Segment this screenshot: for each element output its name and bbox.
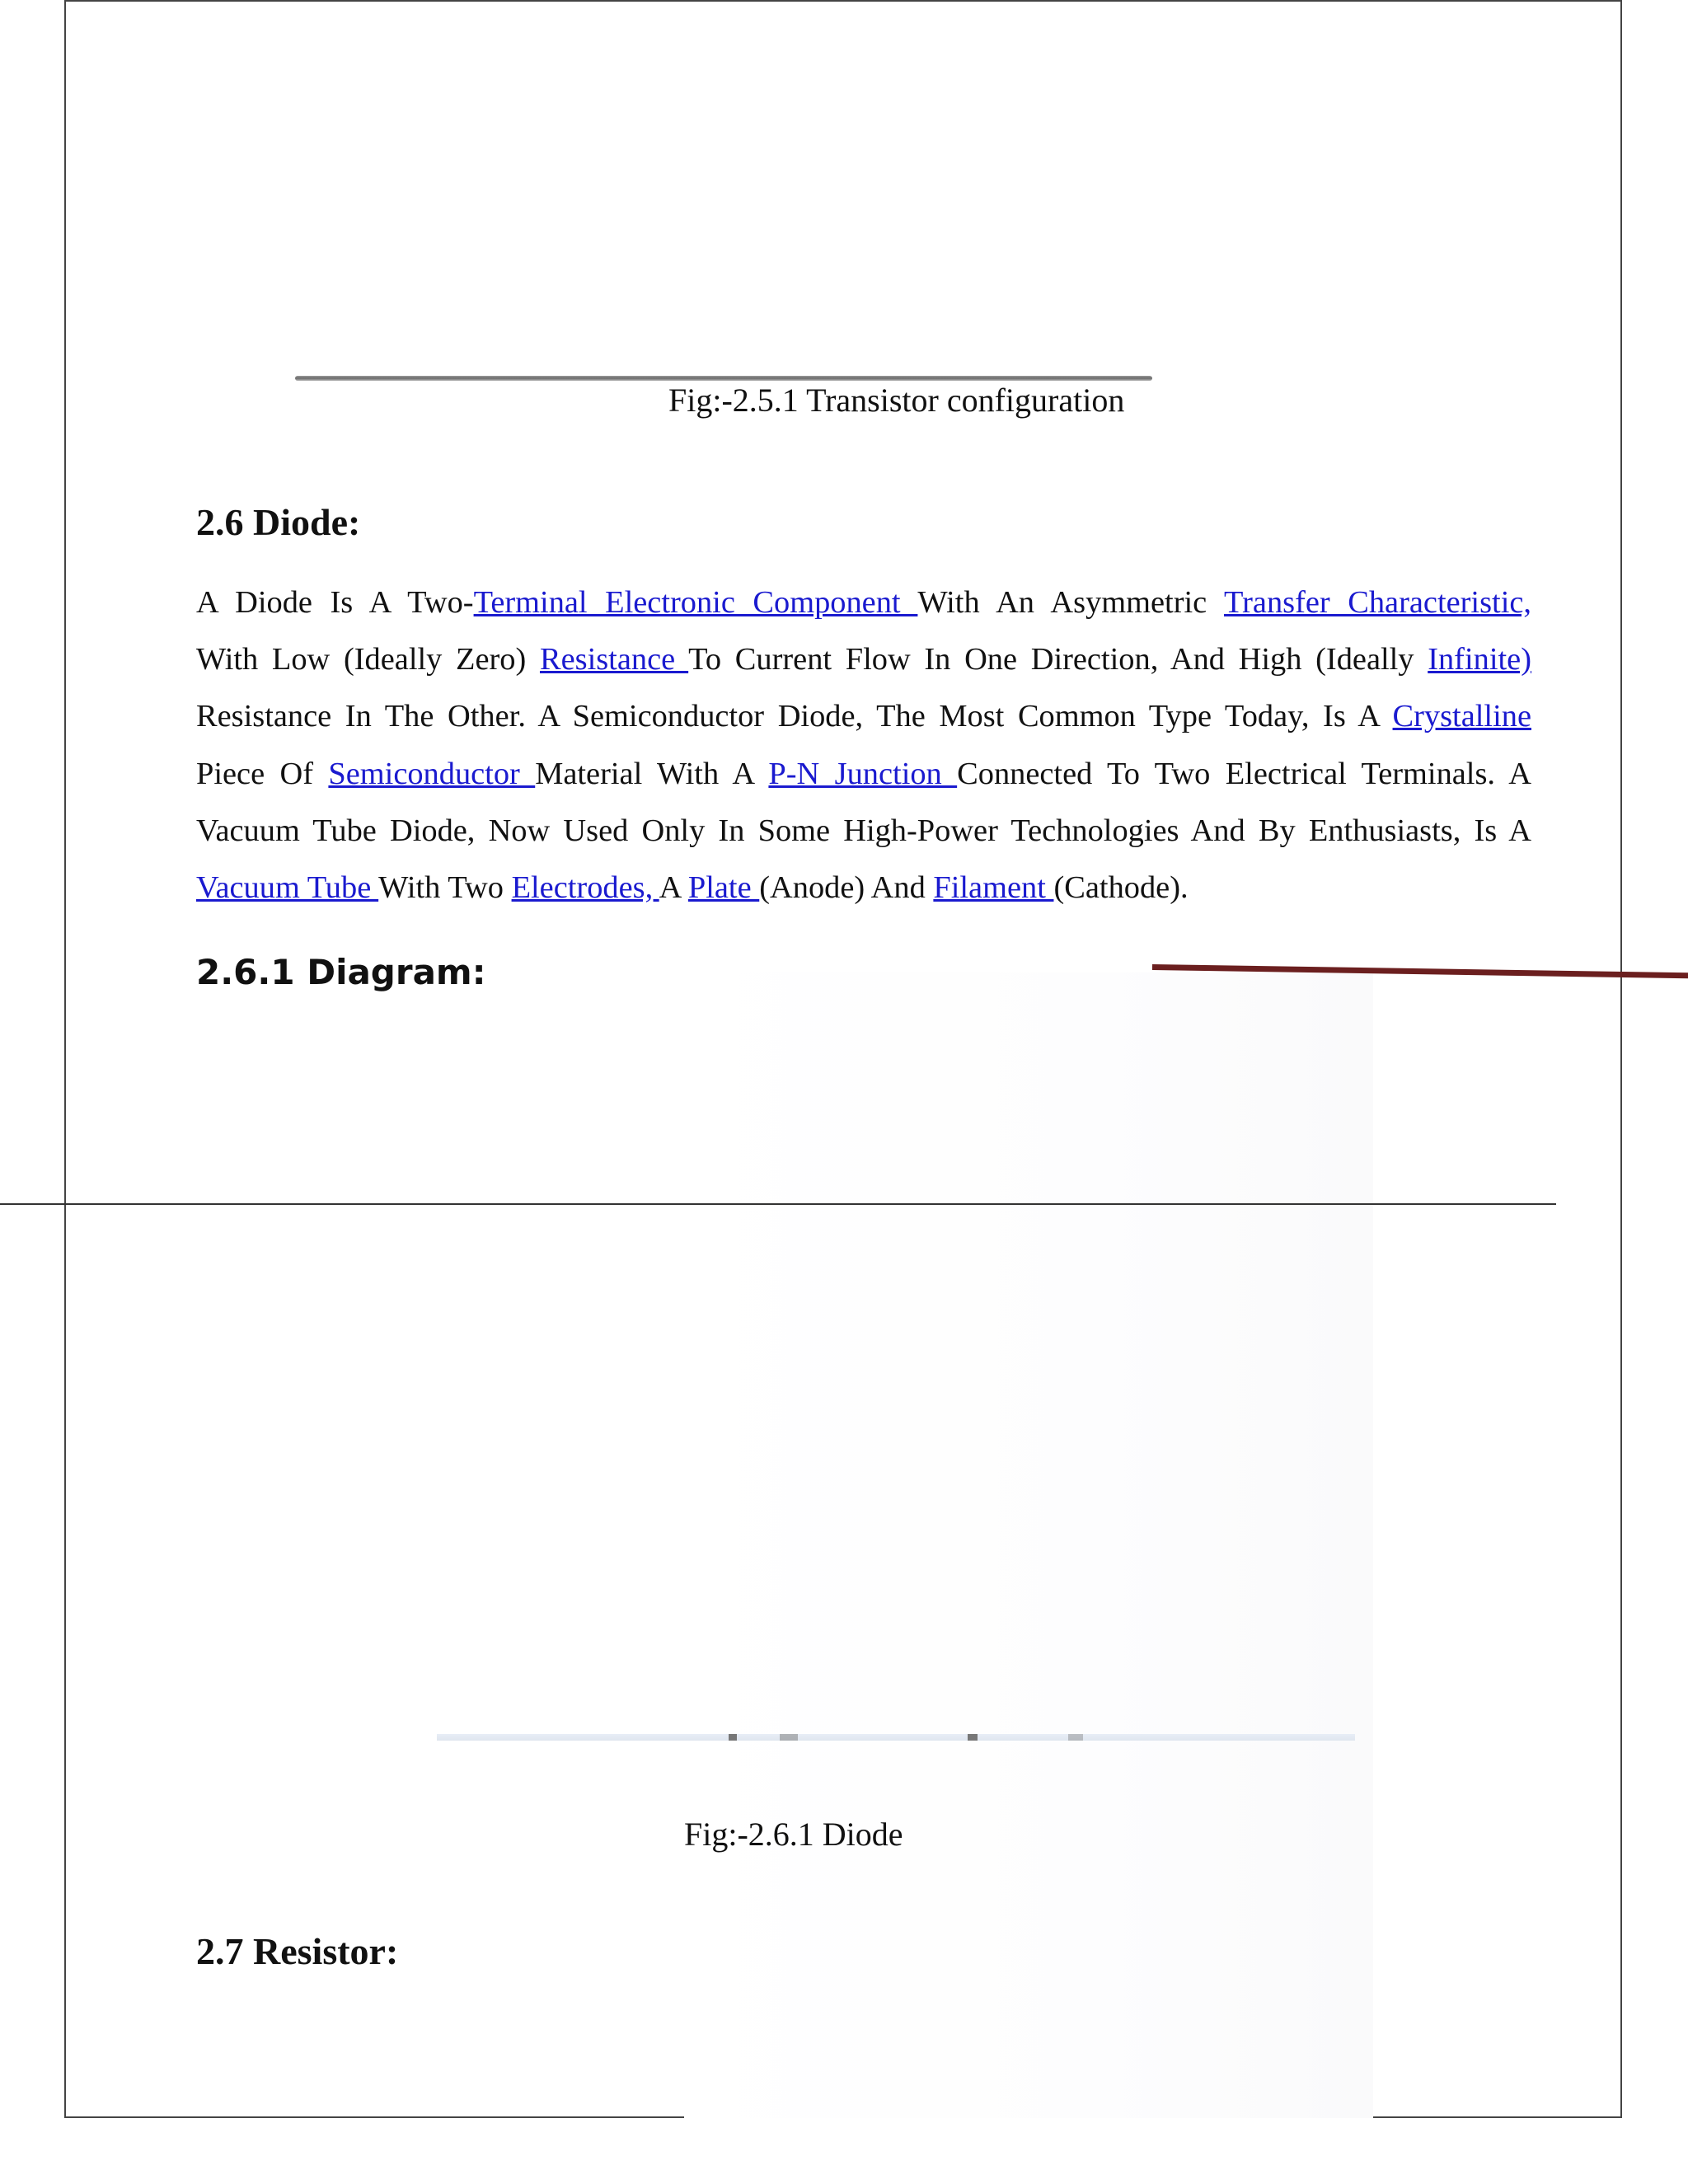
- link-crystalline[interactable]: Crystalline: [1392, 699, 1531, 734]
- text-run: With Low (Ideally Zero): [196, 642, 540, 677]
- section-heading-resistor: 2.7 Resistor:: [196, 1930, 399, 1972]
- text-run: Resistance In The Other. A Semiconductor Diode, The Most Common Type Today, Is A: [196, 699, 1393, 734]
- paragraph-line: [196, 746, 1531, 803]
- diode-figure-mark: [729, 1734, 737, 1741]
- text-run: Vacuum Tube Diode, Now Used Only In Some High-Power Technologies And By Enthusiasts, Is A: [196, 813, 1531, 848]
- paragraph-line: [196, 860, 1531, 916]
- paragraph-line: [196, 631, 1531, 688]
- text-run: Material With A: [535, 756, 769, 791]
- section-heading-diode: 2.6 Diode:: [196, 501, 361, 543]
- text-run: Connected To Two Electrical Terminals. A: [957, 756, 1531, 791]
- link-transfer-characteristic[interactable]: Transfer Characteristic,: [1224, 585, 1532, 620]
- paragraph-line: [196, 803, 1531, 860]
- link-infinite[interactable]: Infinite): [1428, 642, 1531, 677]
- page-divider-line: [0, 1203, 1556, 1205]
- diode-figure-strip: [437, 1734, 1355, 1741]
- paragraph-line: [196, 574, 1531, 631]
- diode-figure-mark: [968, 1734, 978, 1741]
- link-p-n-junction[interactable]: P-N Junction: [768, 756, 958, 791]
- text-run: (Cathode).: [1053, 870, 1189, 906]
- text-run: A: [659, 870, 688, 906]
- link-semiconductor[interactable]: Semiconductor: [328, 756, 536, 791]
- text-run: To Current Flow In One Direction, And High (Ideally: [688, 642, 1428, 677]
- text-run: Piece Of: [196, 756, 329, 791]
- link-terminal-electronic-component[interactable]: Terminal Electronic Component: [473, 585, 918, 620]
- link-electrodes[interactable]: Electrodes,: [511, 870, 659, 906]
- subsection-heading-diagram: 2.6.1 Diagram:: [196, 952, 486, 992]
- figure-caption-diode: Fig:-2.6.1 Diode: [684, 1816, 903, 1853]
- text-run: With Two: [378, 870, 512, 906]
- link-vacuum-tube[interactable]: Vacuum Tube: [196, 870, 379, 906]
- diode-figure-image: [684, 972, 1373, 2118]
- diode-figure-mark: [1068, 1734, 1083, 1741]
- text-run: (Anode) And: [759, 870, 934, 906]
- diode-figure-mark: [780, 1734, 798, 1741]
- text-run: A Diode Is A Two-: [196, 585, 474, 620]
- link-filament[interactable]: Filament: [933, 870, 1054, 906]
- paragraph-line: [196, 688, 1531, 745]
- figure-caption-transistor: Fig:-2.5.1 Transistor configuration: [668, 382, 1125, 419]
- link-resistance[interactable]: Resistance: [539, 642, 689, 677]
- link-plate[interactable]: Plate: [687, 870, 760, 906]
- diode-paragraph: [196, 574, 1531, 916]
- text-run: With An Asymmetric: [917, 585, 1225, 620]
